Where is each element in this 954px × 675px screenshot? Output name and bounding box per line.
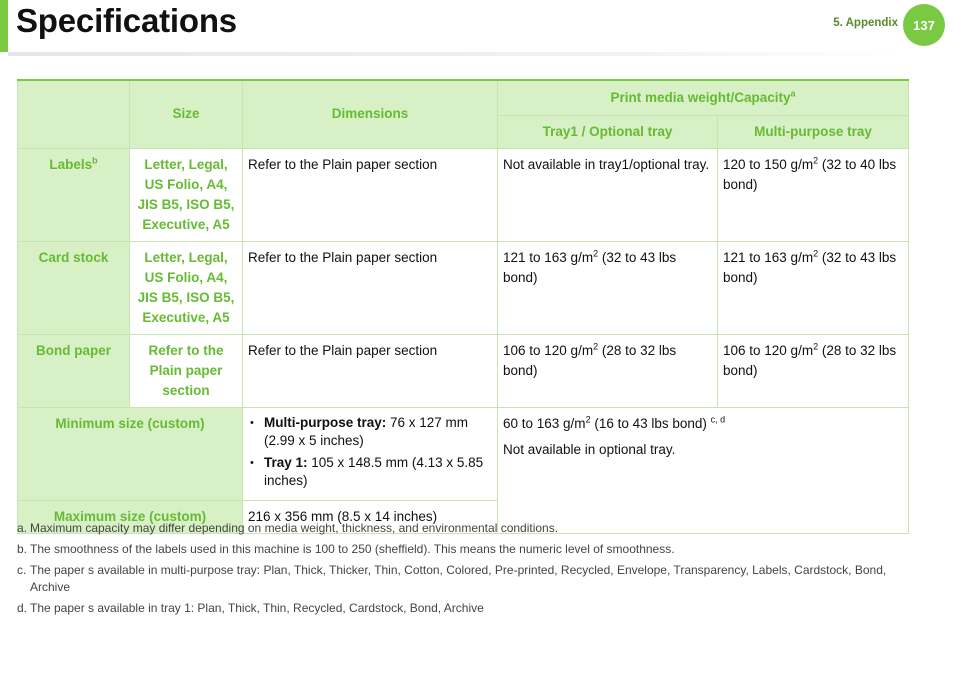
list-item: • Multi-purpose tray: 76 x 127 mm (2.99 x 5 inches) [264,414,492,450]
mpt-cell: 120 to 150 $g/m^2$ (32 to 40 lbs bond) [718,148,909,241]
optional-tray-note: Not available in optional tray. [503,441,676,457]
minimum-size-cell [243,407,498,500]
minimum-size-list [248,414,492,490]
table-row [18,148,909,241]
weight-range: 60 to 163 $g/m^2$ (16 to 43 lbs bond) $^{c, d}$ [503,414,726,431]
footnote: d. The paper s available in tray 1: Plan, Thick, Thin, Recycled, Cardstock, Bond, Archive [17,601,484,615]
title-divider [8,52,900,56]
header-corner-cell [18,80,130,148]
dimensions-cell: Refer to the Plain paper section [243,241,498,334]
table-header-row [18,80,909,115]
footnote: c. The paper s available in multi-purpose tray: Plan, Thick, Thicker, Thin, Cotton, Colored, Pre-printed, Recycled, Envelope, Transparency, Labels, Cardstock, Bond, Archive [17,563,887,594]
dimensions-cell: Refer to the Plain paper section [243,148,498,241]
section-label: 5. Appendix [833,17,898,29]
dimensions-cell: Refer to the Plain paper section [243,334,498,407]
list-item: • Tray 1: 105 x 148.5 mm (4.13 x 5.85 inches) [264,454,492,490]
row-label-labels: Labels$^b$ [18,148,130,241]
mpt-cell: 121 to 163 $g/m^2$ (32 to 43 lbs bond) [718,241,909,334]
table-row [18,241,909,334]
tray1-cell: 121 to 163 $g/m^2$ (32 to 43 lbs bond) [498,241,718,334]
header-print-media: Print media weight/Capacity$^a$ [498,80,909,115]
accent-bar [0,0,8,52]
header-dimensions: Dimensions [243,80,498,148]
header-multipurpose-tray: Multi-purpose tray [718,115,909,148]
size-cell: Letter, Legal, US Folio, A4, JIS B5, ISO B5, Executive, A5 [130,148,243,241]
header-size: Size [130,80,243,148]
custom-weight-cell [498,407,909,533]
footnotes [17,520,912,621]
footnote: b. The smoothness of the labels used in this machine is 100 to 250 (sheffield). This means the numeric level of smoothness. [17,542,675,556]
header-tray1: Tray1 / Optional tray [498,115,718,148]
size-cell: Refer to the Plain paper section [130,334,243,407]
tray1-cell: 106 to 120 $g/m^2$ (28 to 32 lbs bond) [498,334,718,407]
tray1-cell: Not available in tray1/optional tray. [498,148,718,241]
specifications-table [17,79,909,534]
table-row [18,407,909,500]
row-label-maximum-size: Maximum size (custom) [18,500,243,533]
maximum-size-cell: 216 x 356 mm (8.5 x 14 inches) [243,500,498,533]
row-label-card-stock: Card stock [18,241,130,334]
row-label-bond-paper: Bond paper [18,334,130,407]
size-cell: Letter, Legal, US Folio, A4, JIS B5, ISO B5, Executive, A5 [130,241,243,334]
footnote: a. Maximum capacity may differ depending on media weight, thickness, and environmental conditions. [17,521,559,535]
mpt-cell: 106 to 120 $g/m^2$ (28 to 32 lbs bond) [718,334,909,407]
page-number-badge: 137 [903,4,945,46]
table-row [18,334,909,407]
page-title: Specifications [16,2,237,39]
row-label-minimum-size: Minimum size (custom) [18,407,243,500]
